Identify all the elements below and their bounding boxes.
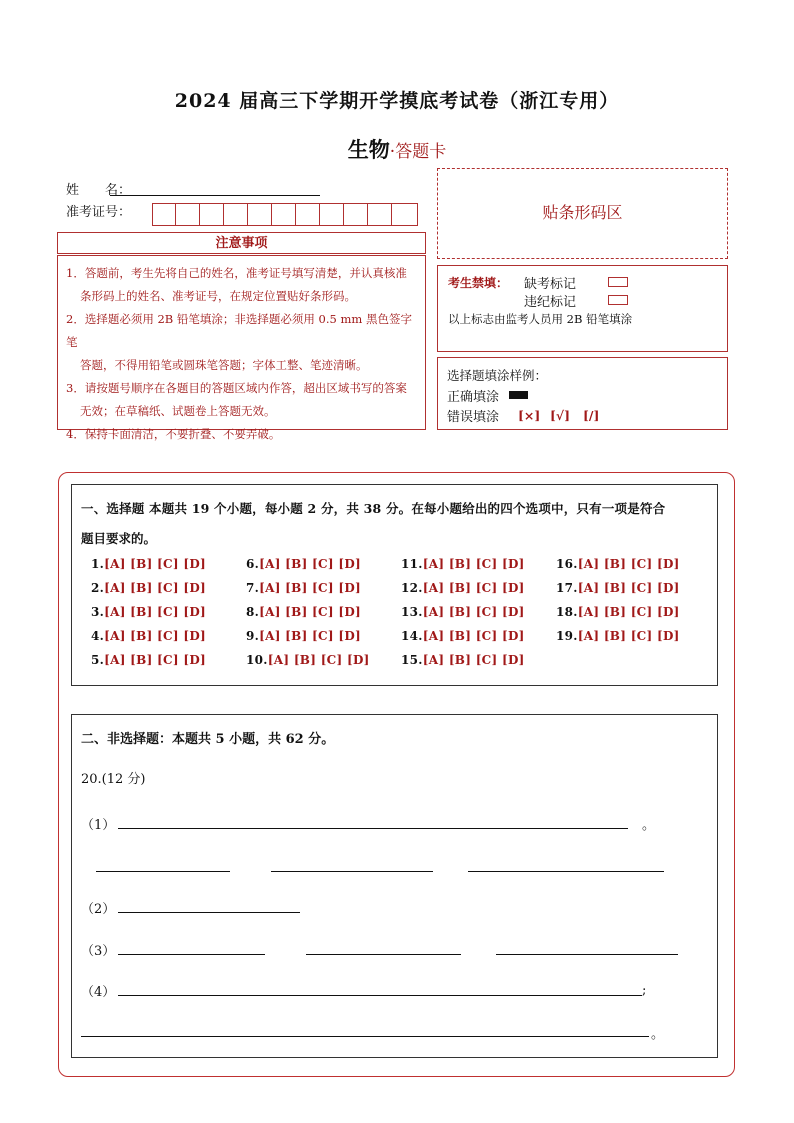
part-4-end: ; — [642, 983, 647, 998]
choice-row[interactable] — [556, 557, 680, 571]
answer-line[interactable] — [496, 954, 678, 955]
choice-row[interactable] — [91, 605, 206, 619]
wrong-mark: [×] — [518, 408, 541, 423]
choice-options[interactable]: [A] [B] [C] [D] — [104, 605, 207, 619]
choice-options[interactable]: [A] [B] [C] [D] — [259, 629, 362, 643]
choice-options[interactable]: [A] [B] [C] [D] — [259, 605, 362, 619]
question-number: 16. — [556, 557, 578, 571]
choice-options[interactable]: [A] [B] [C] [D] — [577, 557, 680, 571]
choice-options[interactable]: [A] [B] [C] [D] — [259, 581, 362, 595]
choice-row[interactable] — [246, 629, 361, 643]
id-digit-cell[interactable] — [392, 203, 418, 226]
notice-item: 2．选择题必须用 2B 铅笔填涂；非选择题必须用 0.5 mm 黑色签字笔 — [66, 312, 412, 349]
part-1-label: （1） — [81, 818, 116, 833]
section1-heading: 一、选择题 本题共 19 个小题，每小题 2 分，共 38 分。在每小题给出的四个选项中，只有一项是符合 — [81, 501, 666, 516]
section2-heading: 二、非选择题：本题共 5 小题，共 62 分。 — [81, 732, 335, 747]
part-4-label: （4） — [81, 985, 116, 1000]
wrong-mark: [√] — [550, 408, 571, 423]
answer-line[interactable] — [271, 871, 433, 872]
answer-line[interactable] — [468, 871, 664, 872]
choice-row[interactable] — [91, 629, 206, 643]
id-digit-cell[interactable] — [368, 203, 392, 226]
notice-item: 1．答题前，考生先将自己的姓名，准考证号填写清楚，并认真核准 — [66, 266, 407, 280]
question-number: 2. — [91, 581, 105, 595]
choice-options[interactable]: [A] [B] [C] [D] — [422, 653, 525, 667]
choice-options[interactable]: [A] [B] [C] [D] — [104, 653, 207, 667]
id-digit-cell[interactable] — [152, 203, 176, 226]
choice-row[interactable] — [401, 629, 525, 643]
id-digit-cell[interactable] — [272, 203, 296, 226]
question-number: 1. — [91, 557, 105, 571]
question-number: 10. — [246, 653, 268, 667]
absent-label: 缺考标记 — [524, 277, 577, 292]
choice-options[interactable]: [A] [B] [C] [D] — [577, 605, 680, 619]
id-label: 准考证号： — [66, 205, 132, 220]
wrong-fill-label: 错误填涂 — [447, 410, 500, 425]
choice-row[interactable] — [556, 629, 680, 643]
choice-row[interactable] — [91, 653, 206, 667]
choice-options[interactable]: [A] [B] [C] [D] — [577, 629, 680, 643]
choice-row[interactable] — [91, 581, 206, 595]
violation-label: 违纪标记 — [524, 295, 577, 310]
choice-row[interactable] — [401, 653, 525, 667]
wrong-mark: [/] — [583, 408, 600, 423]
notice-item: 条形码上的姓名、准考证号，在规定位置贴好条形码。 — [80, 289, 356, 303]
final-period: 。 — [651, 1027, 665, 1042]
correct-fill-mark — [509, 391, 528, 399]
choice-row[interactable] — [246, 581, 361, 595]
question-number: 4. — [91, 629, 105, 643]
question-number: 6. — [246, 557, 260, 571]
prohibit-label: 考生禁填： — [448, 276, 509, 290]
subject-name: 生物 — [347, 137, 390, 162]
fill-sample-title: 选择题填涂样例： — [447, 368, 548, 383]
violation-mark-box[interactable] — [608, 295, 628, 305]
fill-sample-box — [437, 357, 728, 430]
choice-options[interactable]: [A] [B] [C] [D] — [104, 581, 207, 595]
answer-line[interactable] — [81, 1036, 649, 1037]
correct-fill-label: 正确填涂 — [447, 390, 500, 405]
id-digit-cell[interactable] — [344, 203, 368, 226]
choice-options[interactable]: [A] [B] [C] [D] — [267, 653, 370, 667]
notice-body — [57, 255, 426, 441]
name-field[interactable] — [110, 195, 320, 196]
choice-row[interactable] — [401, 605, 525, 619]
part-1-end: 。 — [642, 818, 656, 833]
choice-row[interactable] — [556, 581, 680, 595]
notice-item: 3．请按题号顺序在各题目的答题区域内作答，超出区域书写的答案 — [66, 381, 407, 395]
choice-options[interactable]: [A] [B] [C] [D] — [422, 581, 525, 595]
question-number: 3. — [91, 605, 105, 619]
id-number-grid[interactable] — [152, 203, 418, 226]
question-number: 8. — [246, 605, 260, 619]
question-number: 13. — [401, 605, 423, 619]
answer-line[interactable] — [96, 871, 230, 872]
prohibit-box — [437, 265, 728, 352]
answer-line[interactable] — [118, 912, 300, 913]
choice-row[interactable] — [556, 605, 680, 619]
choice-row[interactable] — [401, 557, 525, 571]
choice-options[interactable]: [A] [B] [C] [D] — [422, 605, 525, 619]
part-2-label: （2） — [81, 902, 116, 917]
choice-row[interactable] — [246, 605, 361, 619]
name-label: 姓 名： — [66, 183, 132, 198]
multiple-choice-section — [71, 484, 718, 686]
choice-options[interactable]: [A] [B] [C] [D] — [104, 629, 207, 643]
choice-options[interactable]: [A] [B] [C] [D] — [422, 557, 525, 571]
choice-options[interactable]: [A] [B] [C] [D] — [259, 557, 362, 571]
page-title: 2024 届高三下学期开学摸底考试卷（浙江专用） — [174, 90, 620, 112]
absent-mark-box[interactable] — [608, 277, 628, 287]
question-number: 7. — [246, 581, 260, 595]
notice-item: 答题，不得用铅笔或圆珠笔答题；字体工整、笔迹清晰。 — [80, 358, 368, 372]
choice-options[interactable]: [A] [B] [C] [D] — [422, 629, 525, 643]
choice-row[interactable] — [246, 557, 361, 571]
question-number: 15. — [401, 653, 423, 667]
id-digit-cell[interactable] — [320, 203, 344, 226]
choice-row[interactable] — [91, 557, 206, 571]
id-digit-cell[interactable] — [176, 203, 200, 226]
question-20-label: 20.(12 分) — [81, 772, 146, 787]
question-number: 12. — [401, 581, 423, 595]
question-number: 5. — [91, 653, 105, 667]
answer-line[interactable] — [118, 995, 642, 996]
non-choice-section — [71, 714, 718, 1058]
notice-item: 4．保持卡面清洁，不要折叠、不要弄破。 — [66, 427, 281, 441]
id-digit-cell[interactable] — [224, 203, 248, 226]
answer-line[interactable] — [306, 954, 461, 955]
choice-row[interactable] — [246, 653, 370, 667]
choice-options[interactable]: [A] [B] [C] [D] — [577, 581, 680, 595]
subject-suffix: ·答题卡 — [389, 142, 447, 162]
answer-line[interactable] — [118, 954, 265, 955]
choice-options[interactable]: [A] [B] [C] [D] — [104, 557, 207, 571]
part-3-label: （3） — [81, 944, 116, 959]
subject-title — [0, 134, 794, 164]
answer-line[interactable] — [118, 828, 628, 829]
prohibit-note: 以上标志由监考人员用 2B 铅笔填涂 — [448, 312, 633, 326]
question-number: 17. — [556, 581, 578, 595]
barcode-area: 贴条形码区 — [437, 168, 728, 259]
question-number: 14. — [401, 629, 423, 643]
notice-item: 无效；在草稿纸、试题卷上答题无效。 — [80, 404, 276, 418]
section1-heading-cont: 题目要求的。 — [81, 531, 157, 546]
id-digit-cell[interactable] — [200, 203, 224, 226]
question-number: 18. — [556, 605, 578, 619]
question-number: 11. — [401, 557, 423, 571]
question-number: 9. — [246, 629, 260, 643]
choice-row[interactable] — [401, 581, 525, 595]
id-digit-cell[interactable] — [296, 203, 320, 226]
notice-heading: 注意事项 — [57, 232, 426, 254]
id-digit-cell[interactable] — [248, 203, 272, 226]
question-number: 19. — [556, 629, 578, 643]
